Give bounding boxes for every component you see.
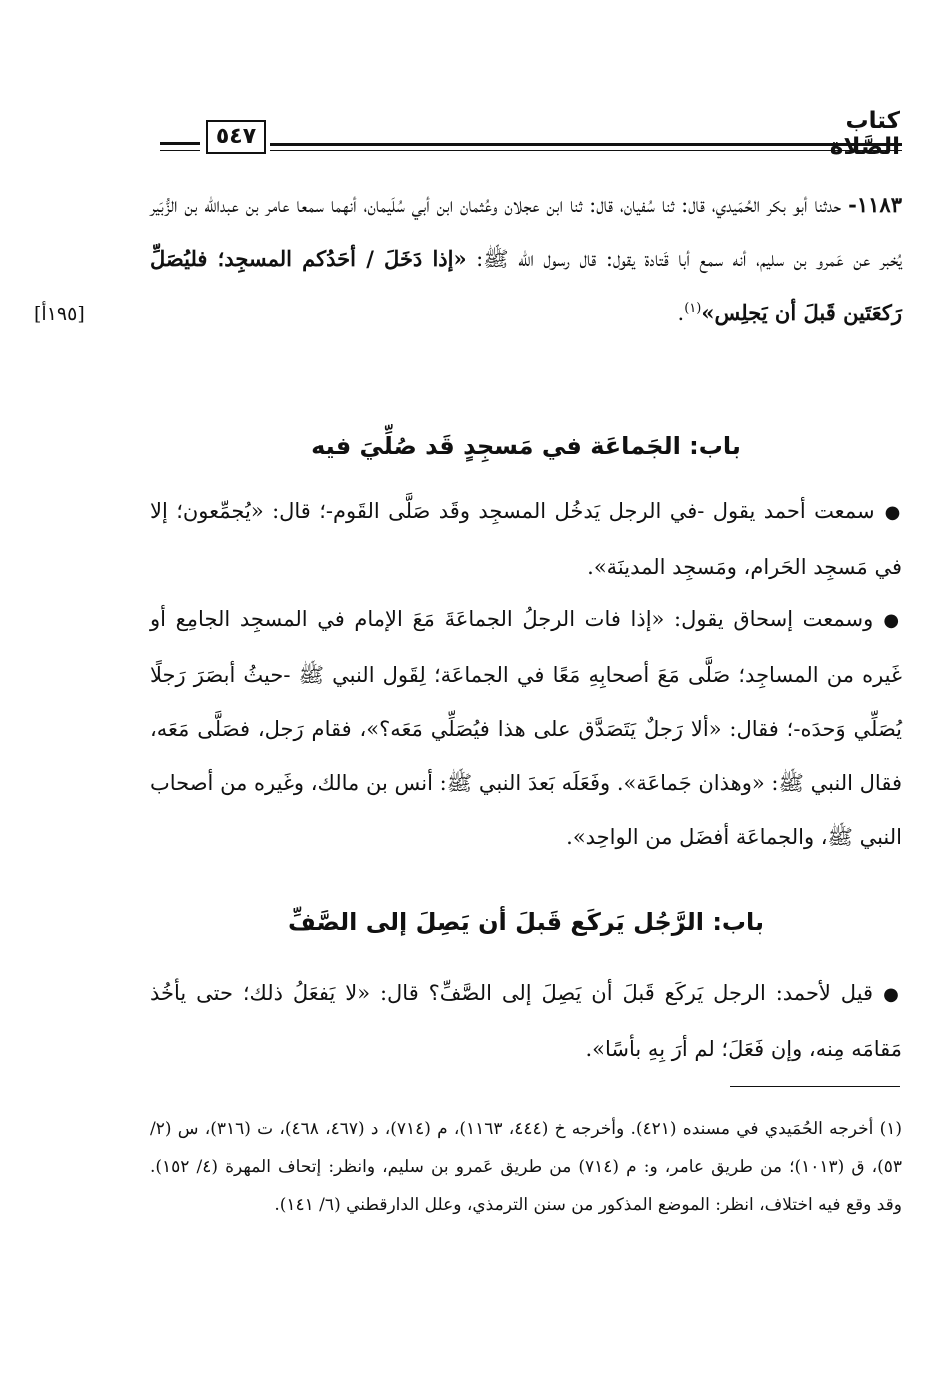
- header-rule: [270, 143, 902, 146]
- bullet-paragraph: [150, 592, 902, 864]
- footnote-separator: [730, 1086, 900, 1087]
- page-number: ٥٤٧: [206, 120, 266, 154]
- footnote: (١) أخرجه الحُمَيدي في مسنده (٤٢١). وأخرجه خ (٤٤٤، ١١٦٣)، م (٧١٤)، د (٤٦٧، ٤٦٨)، ت (٣١٦)، س (٢/ ٥٣)، ق (١٠١٣)؛ من طريق عامر، و: م (٧١٤) من طريق عَمرو بن سليم، وانظر: إتحاف المهرة (٤/ ١٥٢). وقد وقع فيه اختلاف، انظر: الموضع المذكور من سنن الترمذي، وعلل الدارقطني (٦/ ١٤١).: [150, 1119, 903, 1215]
- bullet-paragraph: [150, 484, 902, 594]
- hadith-isnad: حدثنا أبو بكر الحُمَيدي، قال: ثنا سُفيان، قال: ثنا ابن عجلان وعُثمان ابن أبي سُلَيمان، أنهما سمعا عامر بن عبدالله بن الزُّبَير يُخبر عن عَمرو بن سليم، أنه سمع أبا قَتادة يقول: قال رسول الله ﷺ:: [150, 193, 902, 271]
- chapter-heading: باب: الجَماعَة في مَسجِدٍ قَد صُلِّيَ فيه: [311, 432, 741, 460]
- hadith-end: .: [677, 301, 685, 325]
- paragraph-text: سمعت أحمد يقول -في الرجل يَدخُل المسجِد وقَد صَلَّى القَوم-؛ قال: «يُجمِّعون؛ إلا في مَسجِد الحَرام، ومَسجِد المدينَة».: [150, 499, 902, 579]
- footnote-marker: (١): [684, 301, 702, 316]
- hadith-number: ١١٨٣-: [848, 192, 902, 217]
- paragraph-text: وسمعت إسحاق يقول: «إذا فات الرجلُ الجماعَةَ مَعَ الإمام في المسجِد الجامِع أو غَيره من المساجِد؛ صَلَّى مَعَ أصحابِهِ مَعًا في الجماعَة؛ لِقَول النبي ﷺ -حيثُ أبصَرَ رَجلًا يُصَلِّي وَحدَه-؛ فقال: «ألا رَجلٌ يَتَصَدَّق على هذا فيُصَلِّي مَعَه؟»، فقام رَجل، فصَلَّى مَعَه، فقال النبي ﷺ: «وهذان جَماعَة». وفَعَلَه بَعدَ النبي ﷺ: أنس بن مالك، وغَيره من أصحاب النبي ﷺ، والجماعَة أفضَل من الواحِد».: [150, 607, 902, 849]
- header-rule-left: [160, 142, 200, 145]
- hadith-paragraph: [150, 178, 902, 340]
- margin-folio-reference: [١٩٥أ]: [34, 303, 85, 325]
- bullet-icon: ●: [883, 984, 902, 1005]
- bullet-icon: ●: [883, 610, 902, 631]
- bullet-paragraph: [150, 966, 902, 1076]
- header-rule-left-thin: [160, 150, 200, 151]
- hadith-matn: «إذا دَخَلَ / أحَدُكم المسجِد؛ فليُصَلِّ رَكعَتَين قَبلَ أن يَجلِس»: [150, 246, 902, 325]
- paragraph-text: قيل لأحمد: الرجل يَركَع قَبلَ أن يَصِلَ إلى الصَّفِّ؟ قال: «لا يَفعَلُ ذلك؛ حتى يأخُذ مَقامَه مِنه، وإن فَعَلَ؛ لم أرَ بِهِ بأسًا».: [150, 981, 902, 1061]
- chapter-heading: باب: الرَّجُل يَركَع قَبلَ أن يَصِلَ إلى الصَّفِّ: [287, 908, 765, 936]
- running-header-title: كتاب الصَّلاة: [829, 108, 900, 160]
- bullet-icon: ●: [884, 502, 902, 523]
- header-rule-thin: [270, 150, 902, 151]
